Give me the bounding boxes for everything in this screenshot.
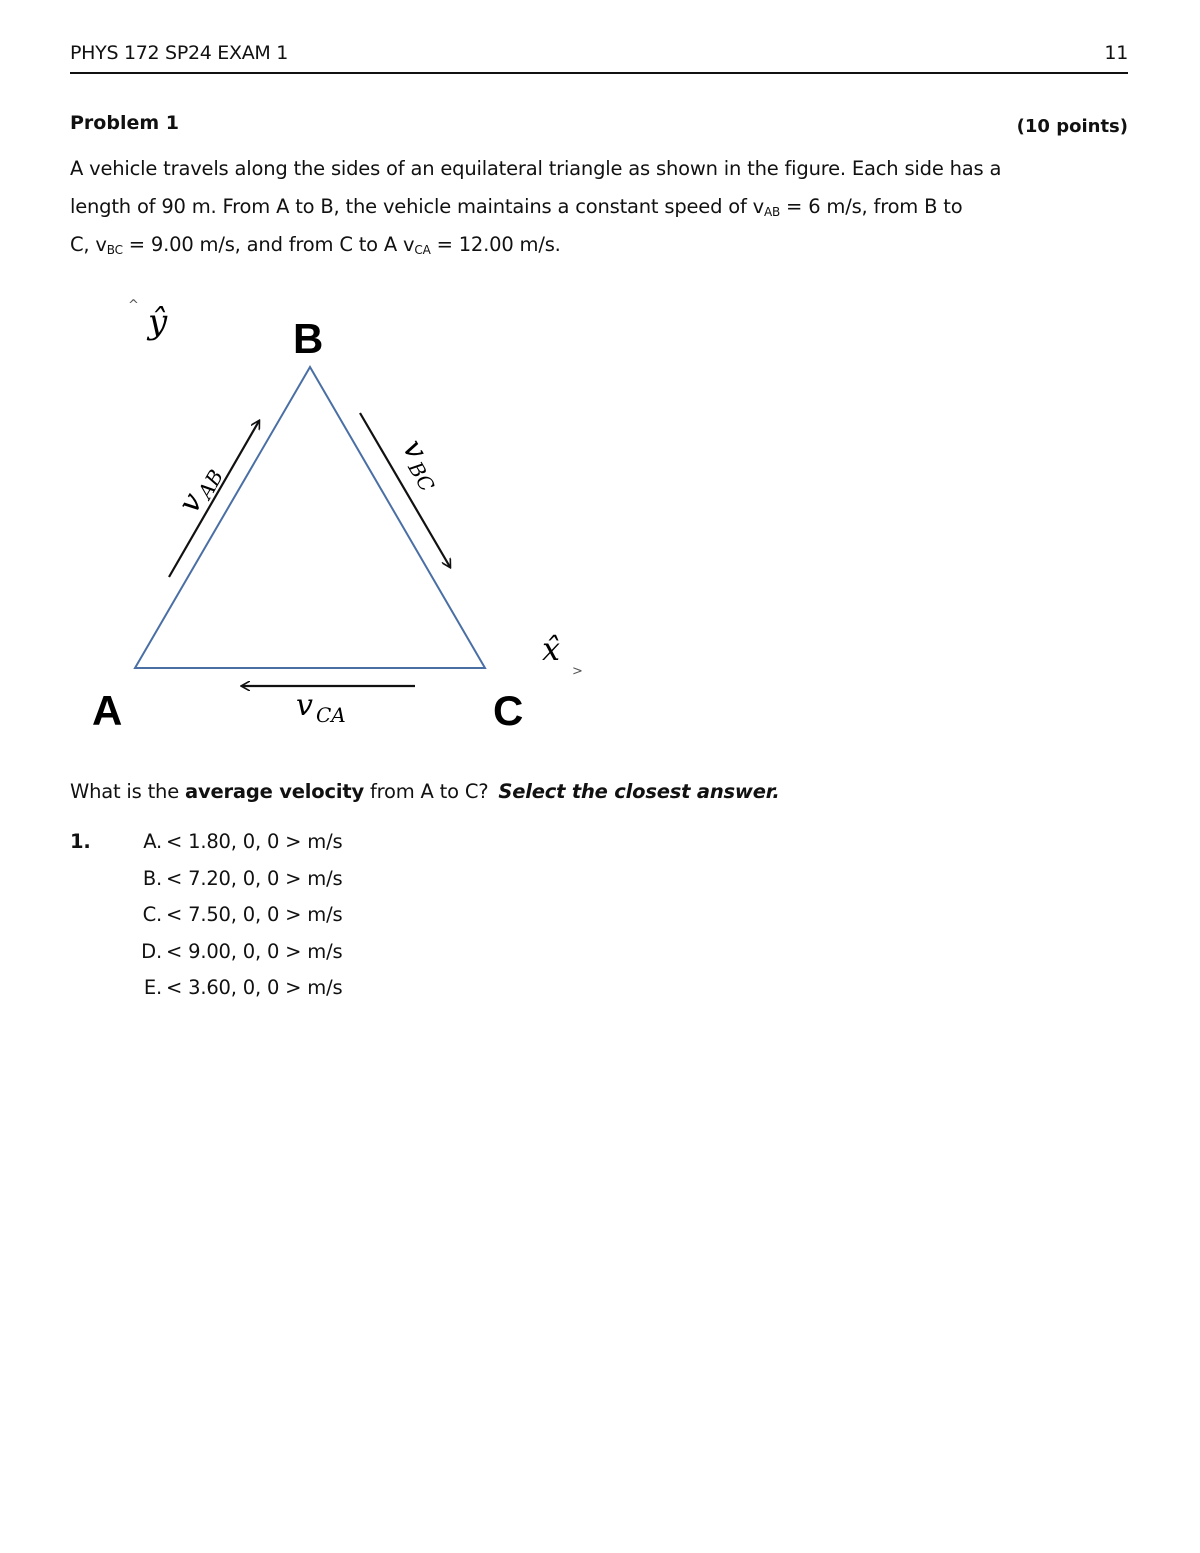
statement-text: length of 90 m. From A to B, the vehicle maintains a constant speed of v bbox=[70, 195, 765, 218]
y-axis-arrow-icon: ^ bbox=[128, 298, 139, 313]
page-number: 11 bbox=[1104, 42, 1128, 64]
vca-v: v bbox=[296, 688, 313, 723]
option-letter: D. bbox=[141, 939, 162, 963]
statement-text: = 6 m/s, from B to bbox=[780, 195, 963, 218]
vca-subscript: CA bbox=[316, 703, 346, 727]
triangle-figure bbox=[60, 285, 620, 755]
vab-label bbox=[172, 459, 229, 520]
option-value: < 9.00, 0, 0 > m/s bbox=[166, 939, 343, 963]
statement-text: = 9.00 m/s, and from C to A v bbox=[122, 233, 415, 256]
problem-title: Problem 1 bbox=[70, 112, 179, 134]
problem-points: (10 points) bbox=[1016, 116, 1128, 137]
option-value: < 3.60, 0, 0 > m/s bbox=[166, 976, 343, 999]
vca-label bbox=[296, 688, 346, 727]
option-value: < 7.20, 0, 0 > m/s bbox=[166, 866, 343, 890]
option-letter: C. bbox=[142, 903, 162, 926]
option-value: < 1.80, 0, 0 > m/s bbox=[166, 830, 343, 853]
option-letter: E. bbox=[143, 976, 162, 999]
statement-line-2 bbox=[70, 188, 1140, 226]
vertex-b-label: B bbox=[293, 315, 324, 362]
question-number: 1. bbox=[70, 830, 91, 853]
question-post: from A to C? bbox=[363, 780, 489, 803]
vab-subscript: AB bbox=[192, 465, 229, 503]
vab-v: v bbox=[171, 486, 211, 519]
option-letter: B. bbox=[142, 866, 162, 890]
course-title: PHYS 172 SP24 EXAM 1 bbox=[70, 42, 289, 64]
x-axis-arrow-icon: > bbox=[572, 664, 583, 679]
statement-line-3 bbox=[70, 226, 1140, 264]
statement-text: = 12.00 m/s. bbox=[430, 233, 561, 256]
statement-line-1: A vehicle travels along the sides of an equilateral triangle as shown in the figure. Each side has a bbox=[70, 157, 1002, 180]
vbc-subscript: BC bbox=[403, 457, 440, 496]
problem-statement bbox=[70, 150, 1140, 264]
question-pre: What is the bbox=[70, 780, 186, 803]
page-header bbox=[70, 42, 1128, 74]
question-text bbox=[70, 780, 780, 803]
equilateral-triangle bbox=[135, 367, 485, 668]
x-axis-label: x̂ bbox=[542, 630, 561, 668]
question-instruction: Select the closest answer. bbox=[498, 780, 780, 803]
subscript-ca: CA bbox=[414, 243, 431, 257]
vbc-arrow bbox=[360, 413, 450, 567]
triangle-diagram bbox=[60, 285, 620, 755]
question-emphasis: average velocity bbox=[185, 780, 364, 803]
vertex-c-label: C bbox=[493, 687, 524, 734]
option-letter: A. bbox=[143, 830, 162, 853]
vertex-a-label: A bbox=[92, 687, 123, 734]
statement-text: C, v bbox=[70, 233, 107, 256]
option-value: < 7.50, 0, 0 > m/s bbox=[166, 903, 343, 926]
subscript-ab: AB bbox=[764, 205, 781, 219]
subscript-bc: BC bbox=[106, 243, 123, 257]
y-axis-label: ŷ bbox=[148, 302, 168, 342]
vbc-v: v bbox=[395, 433, 434, 466]
